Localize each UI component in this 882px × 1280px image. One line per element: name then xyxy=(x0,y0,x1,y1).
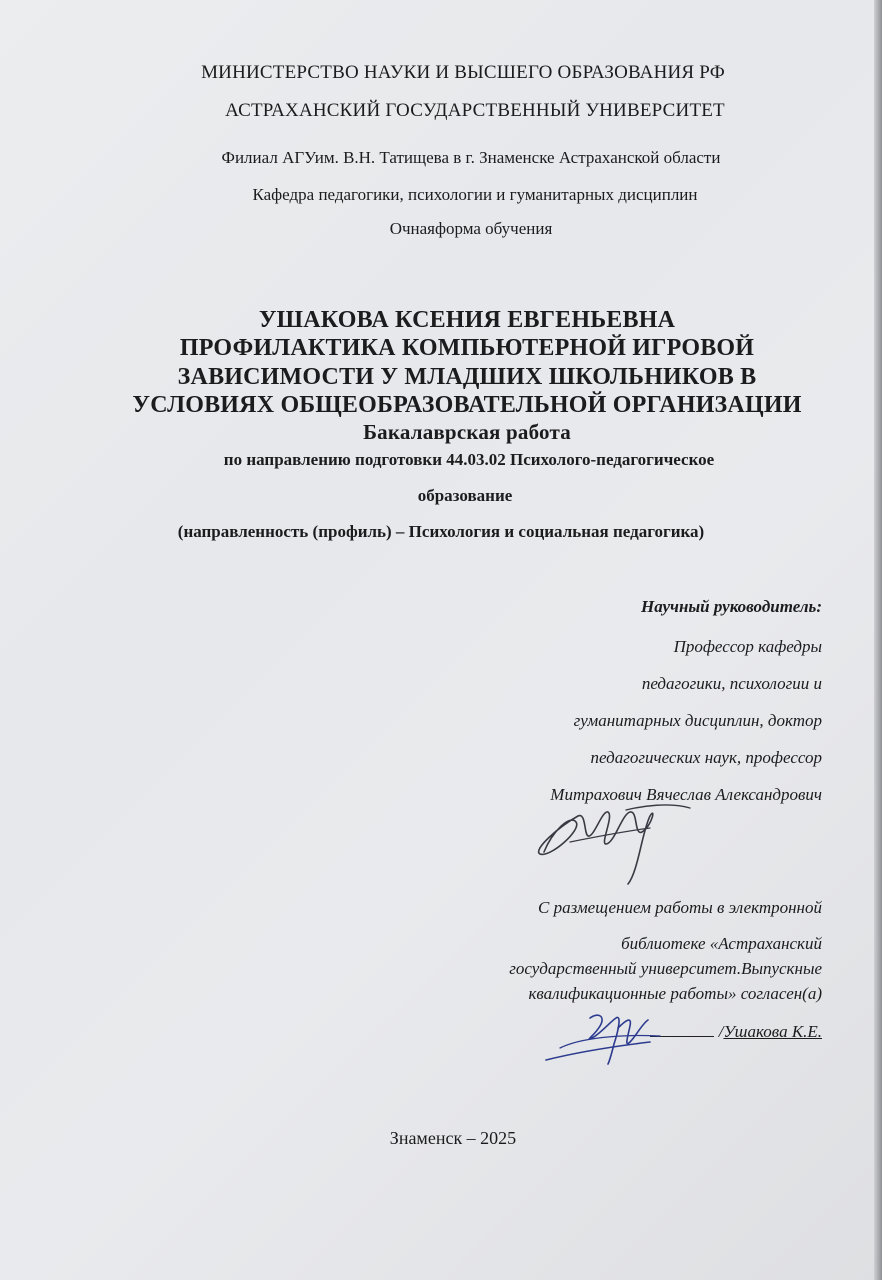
thesis-title-line-1: ПРОФИЛАКТИКА КОМПЬЮТЕРНОЙ ИГРОВОЙ xyxy=(179,335,755,361)
ministry-heading: МИНИСТЕРСТВО НАУКИ И ВЫСШЕГО ОБРАЗОВАНИЯ РФ xyxy=(201,62,725,83)
department-line: Кафедра педагогики, психологии и гуманитарных дисциплин xyxy=(252,185,698,204)
supervisor-line-2: педагогики, психологии и xyxy=(641,674,822,693)
branch-line: Филиал АГУим. В.Н. Татищева в г. Знаменске Астраханской области xyxy=(221,148,721,167)
university-heading: АСТРАХАНСКИЙ ГОСУДАРСТВЕННЫЙ УНИВЕРСИТЕТ xyxy=(225,100,725,121)
supervisor-line-1: Профессор кафедры xyxy=(673,637,822,656)
author-name: УШАКОВА КСЕНИЯ ЕВГЕНЬЕВНА xyxy=(258,307,676,333)
work-type: Бакалаврская работа xyxy=(363,420,571,444)
supervisor-signature xyxy=(530,792,700,892)
student-signer-name: Ушакова К.Е. xyxy=(723,1022,822,1041)
direction-line-2: образование xyxy=(417,486,513,505)
direction-line-1: по направлению подготовки 44.03.02 Психолого-педагогическое xyxy=(223,450,715,469)
supervisor-line-5: Митрахович Вячеслав Александрович xyxy=(550,785,822,804)
supervisor-line-3: гуманитарных дисциплин, доктор xyxy=(573,711,822,730)
consent-line-3: государственный университет.Выпускные xyxy=(509,959,822,978)
study-form-line: Очнаяформа обучения xyxy=(389,219,553,238)
student-signature xyxy=(540,1008,690,1070)
supervisor-label: Научный руководитель: xyxy=(640,597,822,616)
thesis-title-line-3: УСЛОВИЯХ ОБЩЕОБРАЗОВАТЕЛЬНОЙ ОРГАНИЗАЦИИ xyxy=(132,392,802,418)
signature-separator: / xyxy=(718,1022,724,1041)
profile-line: (направленность (профиль) – Психология и социальная педагогика) xyxy=(177,522,705,541)
city-year: Знаменск – 2025 xyxy=(389,1128,517,1148)
thesis-title-line-2: ЗАВИСИМОСТИ У МЛАДШИХ ШКОЛЬНИКОВ В xyxy=(177,364,757,390)
supervisor-line-4: педагогических наук, профессор xyxy=(590,748,822,767)
consent-line-2: библиотеке «Астраханский xyxy=(621,934,822,953)
consent-line-4: квалификационные работы» согласен(а) xyxy=(528,984,822,1003)
consent-line-1: С размещением работы в электронной xyxy=(538,898,822,917)
